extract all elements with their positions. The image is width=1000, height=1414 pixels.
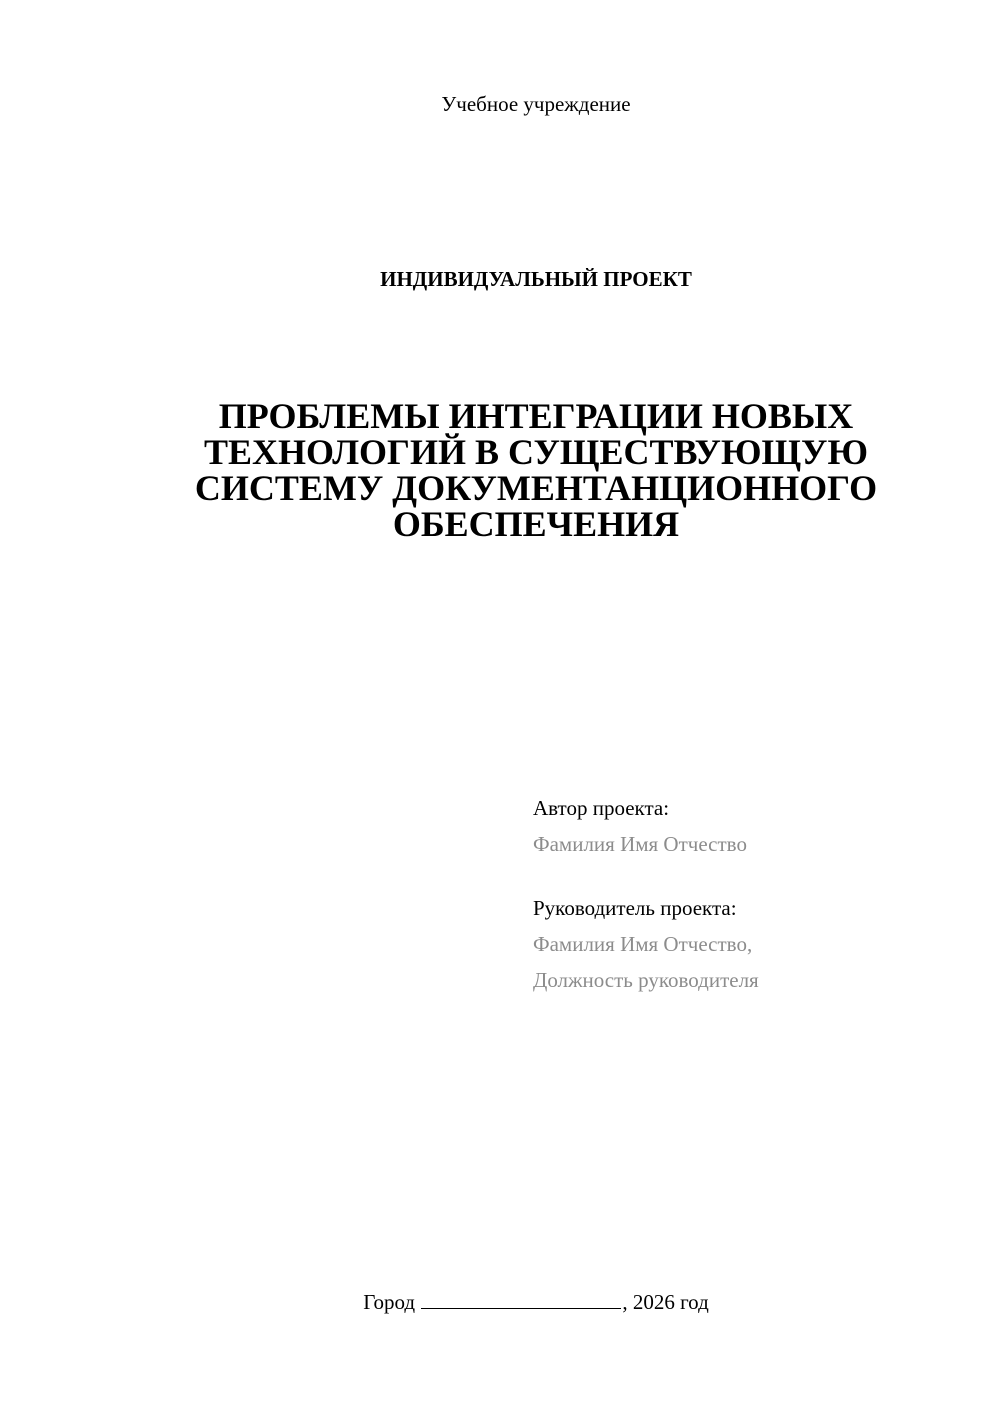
- author-label: Автор проекта:: [533, 796, 670, 820]
- project-title-line: ОБЕСПЕЧЕНИЯ: [392, 504, 680, 544]
- year-text: , 2026 год: [622, 1290, 709, 1314]
- footer-city-year: [72, 1290, 1000, 1315]
- author-name: Фамилия Имя Отчество: [533, 832, 747, 856]
- institution-name: Учебное учреждение: [441, 92, 631, 116]
- project-title: [110, 398, 962, 542]
- city-blank-line: [421, 1290, 621, 1309]
- project-title-line: ПРОБЛЕМЫ ИНТЕГРАЦИИ НОВЫХ: [218, 396, 854, 436]
- supervisor-label: Руководитель проекта:: [533, 896, 737, 920]
- project-type-heading: ИНДИВИДУАЛЬНЫЙ ПРОЕКТ: [380, 267, 692, 291]
- supervisor-position: Должность руководителя: [533, 968, 759, 992]
- supervisor-name: Фамилия Имя Отчество,: [533, 932, 753, 956]
- project-title-line: ТЕХНОЛОГИЙ В СУЩЕСТВУЮЩУЮ: [203, 432, 868, 472]
- city-label: Город: [363, 1290, 416, 1314]
- credits-block: [533, 790, 759, 998]
- project-title-line: СИСТЕМУ ДОКУМЕНТАНЦИОННОГО: [194, 468, 878, 508]
